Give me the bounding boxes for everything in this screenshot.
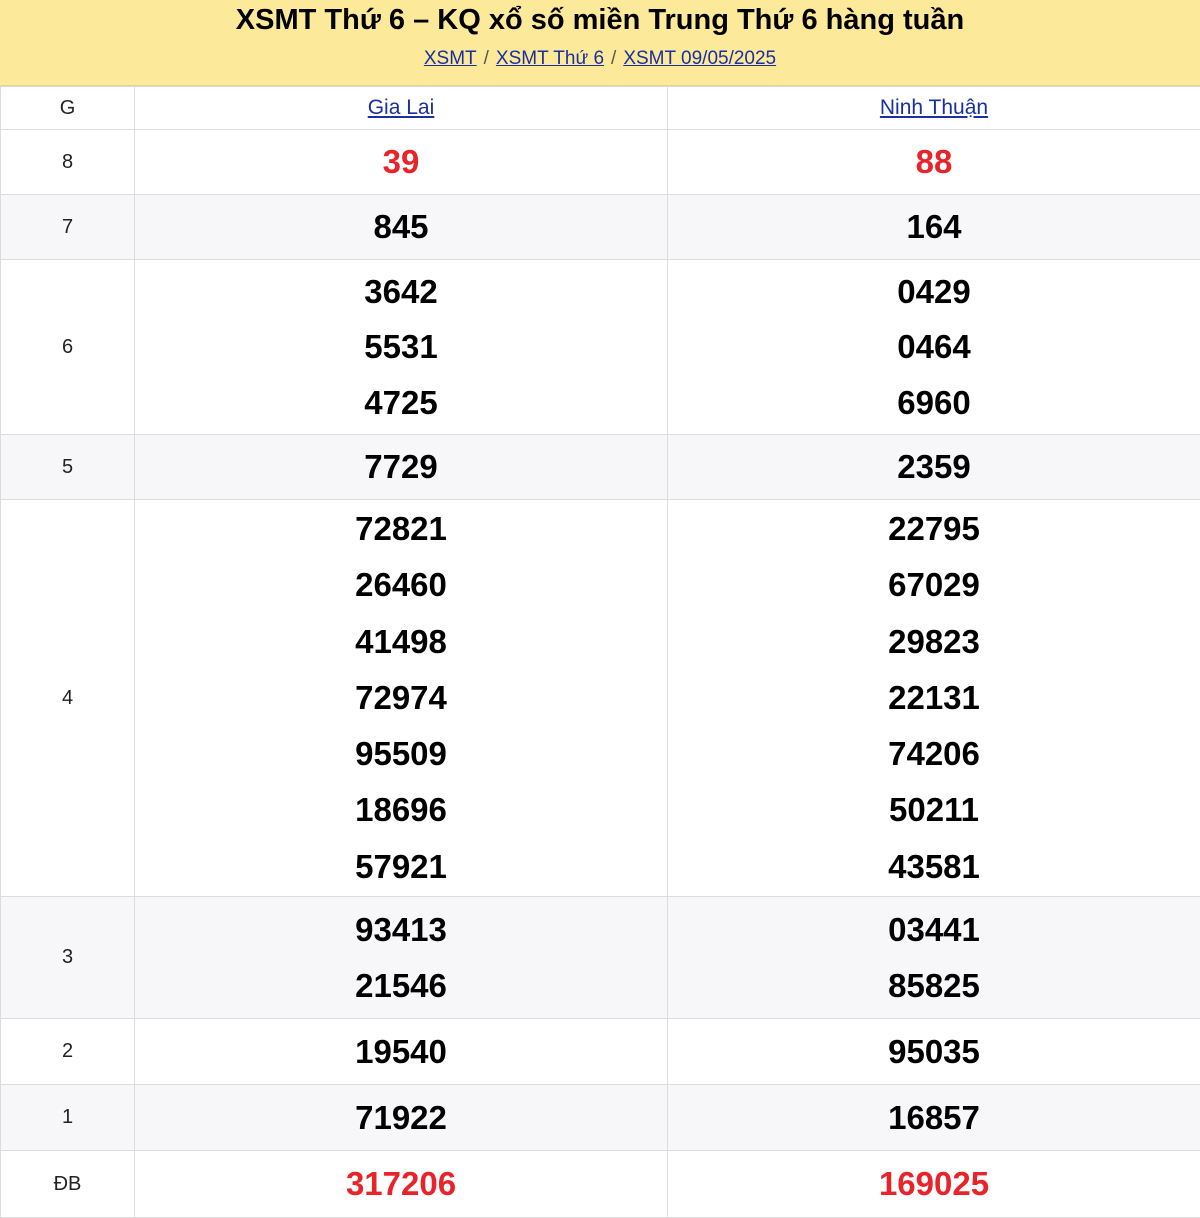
result-cell-gia-lai — [135, 195, 668, 260]
prize-label: 6 — [1, 260, 135, 435]
province-header-gia-lai — [135, 87, 668, 130]
result-number-special: 169025 — [668, 1156, 1200, 1212]
prize-row-7 — [1, 195, 1200, 260]
result-number: 19540 — [135, 1024, 667, 1080]
result-number: 43581 — [668, 839, 1200, 895]
breadcrumb-link-xsmt-thu-6[interactable]: XSMT Thứ 6 — [496, 48, 604, 69]
prize-label: ĐB — [1, 1151, 135, 1218]
result-cell-ninh-thuan — [668, 435, 1200, 500]
prize-row-3 — [1, 897, 1200, 1019]
result-number: 164 — [668, 199, 1200, 255]
result-number: 71922 — [135, 1090, 667, 1146]
page-header — [0, 0, 1200, 86]
result-cell-ninh-thuan — [668, 1085, 1200, 1151]
result-number: 67029 — [668, 557, 1200, 613]
result-number: 93413 — [135, 902, 667, 958]
prize-label: 1 — [1, 1085, 135, 1151]
result-cell-gia-lai — [135, 1151, 668, 1218]
result-cell-ninh-thuan — [668, 130, 1200, 195]
result-number: 2359 — [668, 439, 1200, 495]
result-cell-gia-lai — [135, 435, 668, 500]
result-number: 72974 — [135, 670, 667, 726]
result-number: 50211 — [668, 782, 1200, 838]
province-header-ninh-thuan — [668, 87, 1200, 130]
prize-label: 5 — [1, 435, 135, 500]
result-cell-gia-lai — [135, 500, 668, 897]
result-number: 0464 — [668, 319, 1200, 375]
result-number: 85825 — [668, 958, 1200, 1014]
result-number: 22131 — [668, 670, 1200, 726]
prize-row-4 — [1, 500, 1200, 897]
prize-row-1 — [1, 1085, 1200, 1151]
table-header-row — [1, 87, 1200, 130]
prize-column-header: G — [1, 87, 135, 130]
breadcrumb — [0, 48, 1200, 70]
result-number: 88 — [668, 134, 1200, 190]
result-number: 5531 — [135, 319, 667, 375]
result-cell-ninh-thuan — [668, 260, 1200, 435]
result-cell-ninh-thuan — [668, 1019, 1200, 1085]
result-number: 03441 — [668, 902, 1200, 958]
result-number: 41498 — [135, 614, 667, 670]
result-cell-gia-lai — [135, 260, 668, 435]
result-cell-ninh-thuan — [668, 500, 1200, 897]
result-number: 39 — [135, 134, 667, 190]
result-cell-ninh-thuan — [668, 1151, 1200, 1218]
result-number: 95509 — [135, 726, 667, 782]
result-cell-ninh-thuan — [668, 195, 1200, 260]
prize-label: 2 — [1, 1019, 135, 1085]
province-link-gia-lai[interactable]: Gia Lai — [368, 96, 435, 119]
results-table — [0, 86, 1200, 1218]
prize-row-special — [1, 1151, 1200, 1218]
result-cell-gia-lai — [135, 897, 668, 1019]
page-title: XSMT Thứ 6 – KQ xổ số miền Trung Thứ 6 hàng tuần — [0, 0, 1200, 35]
result-number: 26460 — [135, 557, 667, 613]
prize-label: 8 — [1, 130, 135, 195]
result-number: 57921 — [135, 839, 667, 895]
result-cell-gia-lai — [135, 1085, 668, 1151]
result-number: 3642 — [135, 264, 667, 320]
breadcrumb-link-date[interactable]: XSMT 09/05/2025 — [623, 48, 776, 69]
prize-row-2 — [1, 1019, 1200, 1085]
result-number: 16857 — [668, 1090, 1200, 1146]
result-cell-gia-lai — [135, 130, 668, 195]
result-number: 22795 — [668, 501, 1200, 557]
breadcrumb-separator: / — [484, 48, 489, 69]
result-number: 74206 — [668, 726, 1200, 782]
result-number: 29823 — [668, 614, 1200, 670]
result-number: 845 — [135, 199, 667, 255]
breadcrumb-separator: / — [611, 48, 616, 69]
result-number: 7729 — [135, 439, 667, 495]
result-number-special: 317206 — [135, 1156, 667, 1212]
result-number: 6960 — [668, 375, 1200, 431]
province-link-ninh-thuan[interactable]: Ninh Thuận — [880, 96, 988, 119]
result-number: 72821 — [135, 501, 667, 557]
result-number: 18696 — [135, 782, 667, 838]
prize-label: 4 — [1, 500, 135, 897]
result-number: 95035 — [668, 1024, 1200, 1080]
result-cell-ninh-thuan — [668, 897, 1200, 1019]
prize-row-6 — [1, 260, 1200, 435]
prize-label: 3 — [1, 897, 135, 1019]
breadcrumb-link-xsmt[interactable]: XSMT — [424, 48, 477, 69]
prize-row-8 — [1, 130, 1200, 195]
prize-row-5 — [1, 435, 1200, 500]
result-number: 4725 — [135, 375, 667, 431]
prize-label: 7 — [1, 195, 135, 260]
result-number: 21546 — [135, 958, 667, 1014]
result-cell-gia-lai — [135, 1019, 668, 1085]
result-number: 0429 — [668, 264, 1200, 320]
